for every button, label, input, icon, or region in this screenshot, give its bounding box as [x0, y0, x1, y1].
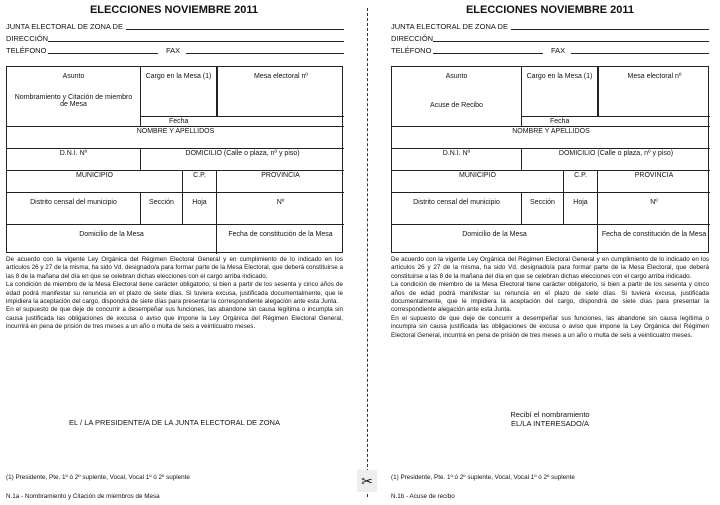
left-sheet [0, 0, 348, 505]
asunto-value: Nombramiento y Citación de miembro de Mesa [14, 94, 133, 108]
sheet-title: ELECCIONES NOVIEMBRE 2011 [89, 4, 259, 16]
label-mesa: Mesa electoral nº [254, 73, 308, 80]
label-fecha-constitucion: Fecha de constitución de la Mesa [601, 231, 707, 238]
label-asunto: Asunto [445, 73, 468, 80]
sheet-title: ELECCIONES NOVIEMBRE 2011 [465, 4, 635, 16]
label-municipio: MUNICIPIO [76, 172, 113, 179]
asunto-value: Acuse de Recibo [430, 102, 483, 109]
label-fecha: Fecha [550, 118, 570, 125]
label-seccion: Sección [149, 199, 174, 206]
body-text: De acuerdo con la vigente Ley Orgánica del Régimen Electoral General y en cumplimiento de lo indicado en los artículos 26 y 27 de la misma, ha sido Vd. designado/a para formar parte de la Mesa Electoral, que deberá constituirse a las 8 de la mañana del día en que se celebran dichas elecciones con el cargo arriba indicado. La condición de miembro de la Mesa Electoral tiene carácter obligatorio, si bien a partir de los sesenta y cinco años de edad podrá manifestar su renuncia en el plazo de siete días. Si tuviera excusa, justificada documentalmente, que le impidiera la aceptación del cargo, dispondrá de siete días para presentar la correspondiente alegación ante esta Junta. En el supuesto de que deje de concurrir a desempeñar sus funciones, las abandone sin causa legítima o incumpla sin causa justificada las obligaciones de excusa o aviso que impone la Ley Orgánica del Régimen Electoral General, incurrirá en pena de prisión de tres meses a un año o multa de seis a veinticuatro meses. [391, 256, 709, 339]
label-hoja: Hoja [573, 199, 588, 206]
label-cp: C.P. [193, 172, 206, 179]
header-junta: JUNTA ELECTORAL DE ZONA DE [391, 22, 709, 31]
form-table [6, 66, 343, 253]
label-numero: Nº [276, 199, 285, 206]
label-seccion: Sección [530, 199, 555, 206]
form-table [391, 66, 709, 253]
label-provincia: PROVINCIA [261, 172, 300, 179]
label-nombre: NOMBRE Y APELLIDOS [136, 128, 215, 135]
cut-line [367, 8, 368, 497]
form-code: N.1a - Nombramiento y Citación de miembros de Mesa [6, 493, 160, 500]
label-dni: D.N.I. Nº [442, 150, 471, 157]
form-code: N.1b - Acuse de recibo [391, 493, 455, 500]
label-domicilio-mesa: Domicilio de la Mesa [79, 231, 144, 238]
right-sheet [385, 0, 715, 505]
label-distrito: Distrito censal del municipio [30, 199, 117, 206]
label-fecha-constitucion: Fecha de constitución de la Mesa [228, 231, 333, 238]
label-provincia: PROVINCIA [634, 172, 674, 179]
label-cp: C.P. [574, 172, 587, 179]
footnote: (1) Presidente, Pte. 1º ó 2º suplente, Vocal, Vocal 1º ó 2º suplente [391, 474, 575, 481]
label-asunto: Asunto [62, 73, 85, 80]
label-cargo: Cargo en la Mesa (1) [145, 73, 212, 80]
scissors-icon: ✂ [357, 470, 377, 492]
label-dni: D.N.I. Nº [59, 150, 88, 157]
label-hoja: Hoja [192, 199, 207, 206]
header-telefono-fax: TELÉFONO FAX [391, 46, 709, 55]
header-junta: JUNTA ELECTORAL DE ZONA DE [6, 22, 344, 31]
header-telefono-fax: TELÉFONO FAX [6, 46, 344, 55]
label-nombre: NOMBRE Y APELLIDOS [512, 128, 590, 135]
label-domicilio: DOMICILIO (Calle o plaza, nº y piso) [558, 150, 674, 157]
body-text: De acuerdo con la vigente Ley Orgánica del Régimen Electoral General y en cumplimiento de lo indicado en los artículos 26 y 27 de la misma, ha sido Vd. designado/a para formar parte de la Mesa Electoral, que deberá constituirse a las 8 de la mañana del día en que se celebran dichas elecciones con el cargo arriba indicado. La condición de miembro de la Mesa Electoral tiene carácter obligatorio, si bien a partir de los sesenta y cinco años de edad podrá manifestar su renuncia en el plazo de siete días. Si tuviera excusa, justificada documentalmente, que le impidiera la aceptación del cargo, dispondrá de siete días para presentar la correspondiente alegación ante esta Junta. En el supuesto de que deje de concurrir a desempeñar sus funciones, las abandone sin causa legítima o incumpla sin causa justificada las obligaciones de excusa o aviso que impone la Ley Orgánica del Régimen Electoral General, incurrirá en pena de prisión de tres meses a un año o multa de seis a veinticuatro meses. [6, 256, 343, 331]
header-direccion: DIRECCIÓN [6, 34, 344, 43]
label-cargo: Cargo en la Mesa (1) [526, 73, 593, 80]
label-distrito: Distrito censal del municipio [413, 199, 500, 206]
signature-interesado: Recibí el nombramiento EL/LA INTERESADO/A [510, 410, 590, 428]
label-domicilio-mesa: Domicilio de la Mesa [462, 231, 527, 238]
label-fecha: Fecha [169, 118, 189, 125]
header-direccion: DIRECCIÓN [391, 34, 709, 43]
footnote: (1) Presidente, Pte. 1º ó 2º suplente, Vocal, Vocal 1º ó 2º suplente [6, 474, 190, 481]
label-numero: Nº [650, 199, 658, 206]
label-municipio: MUNICIPIO [459, 172, 496, 179]
signature-presidente: EL / LA PRESIDENTE/A DE LA JUNTA ELECTORAL DE ZONA [69, 418, 280, 427]
label-mesa: Mesa electoral nº [627, 73, 682, 80]
label-domicilio: DOMICILIO (Calle o plaza, nº y piso) [185, 150, 300, 157]
